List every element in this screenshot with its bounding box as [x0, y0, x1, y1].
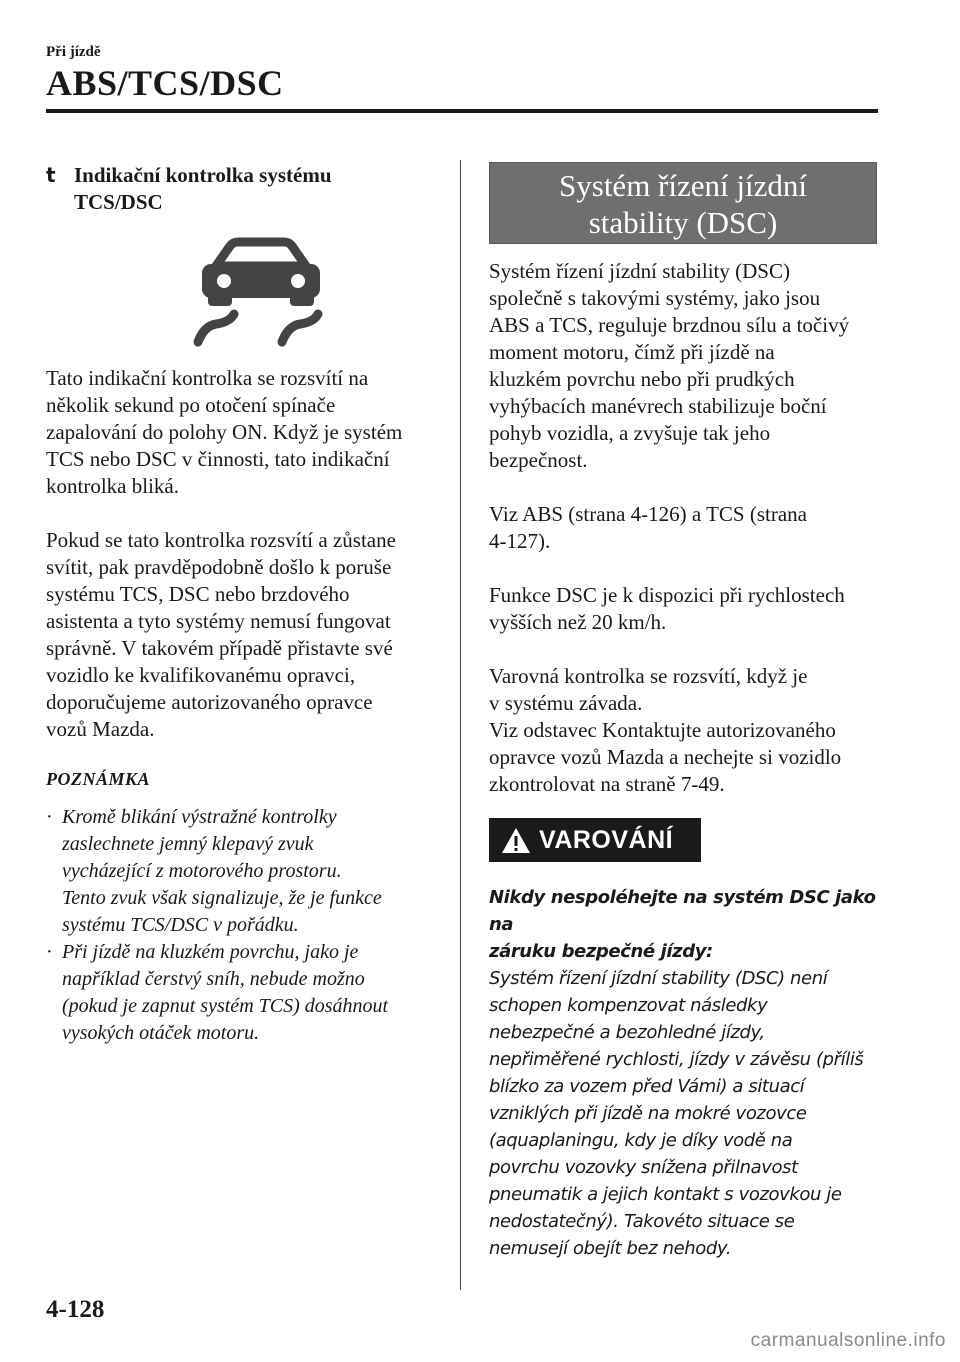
dsc-paragraph-3: Funkce DSC je k dispozici při rychlostech vyšších než 20 km/h. [489, 583, 845, 634]
page-number: 4-128 [46, 1296, 105, 1323]
indicator-paragraph-2: Pokud se tato kontrolka rozsvítí a zůstane svítit, pak pravděpodobně došlo k poruše systému TCS, DSC nebo brzdového asistenta a tyto systémy nemusí fungovat správně. V takovém případě přistavte své vozidlo ke kvalifikovanému opravci, doporučujeme autorizovaného opravce vozů Mazda. [46, 528, 396, 741]
bullet-icon: · [46, 806, 53, 828]
warning-triangle-icon [501, 827, 531, 854]
car-skid-icon [186, 234, 336, 349]
dsc-paragraph-1: Systém řízení jízdní stability (DSC) společně s takovými systémy, jako jsou ABS a TCS, reguluje brzdnou sílu a točivý moment motoru, čímž při jízdě na kluzkém povrchu nebo při prudkých vyhýbacích manévrech stabilizuje boční pohyb vozidla, a zvyšuje tak jeho bezpečnost. [489, 259, 850, 472]
indicator-paragraph-1: Tato indikační kontrolka se rozsvítí na několik sekund po otočení spínače zapalování do polohy ON. Když je systém TCS nebo DSC v činnosti, tato indikační kontrolka bliká. [46, 366, 403, 498]
note-list [46, 804, 446, 1047]
left-column [46, 162, 446, 1047]
watermark: carmanualsonline.info [750, 1330, 946, 1351]
note-item: · Při jízdě na kluzkém povrchu, jako je například čerstvý sníh, nebude možno (pokud je zapnut systém TCS) dosáhnout vysokých otáček motoru. [46, 939, 446, 1047]
indicator-heading [46, 162, 446, 216]
dsc-section-banner: Systém řízení jízdní stability (DSC) [489, 162, 877, 244]
right-column [489, 162, 879, 1262]
header-rule [46, 109, 878, 113]
note-item: · Kromě blikání výstražné kontrolky zaslechnete jemný klepavý zvuk vycházející z motorového prostoru. Tento zvuk však signalizuje, že je funkce systému TCS/DSC v pořádku. [46, 804, 446, 939]
warning-label: VAROVÁNÍ [539, 825, 674, 854]
warning-label-box [489, 818, 701, 862]
page-title: ABS/TCS/DSC [46, 63, 284, 103]
heading-marker: t [46, 163, 56, 187]
note-heading: POZNÁMKA [46, 769, 151, 789]
section-label: Při jízdě [46, 44, 101, 60]
indicator-heading-line2: TCS/DSC [74, 190, 163, 214]
column-divider [460, 160, 461, 1290]
warning-heading: Nikdy nespoléhejte na systém DSC jako na záruku bezpečné jízdy: [489, 887, 876, 962]
dsc-paragraph-4: Varovná kontrolka se rozsvítí, když je v systému závada. Viz odstavec Kontaktujte autorizovaného opravce vozů Mazda a nechejte si vozidlo zkontrolovat na straně 7-49. [489, 664, 842, 796]
dsc-paragraph-2: Viz ABS (strana 4-126) a TCS (strana 4-127). [489, 502, 807, 553]
bullet-icon: · [46, 941, 53, 963]
warning-text: Systém řízení jízdní stability (DSC) není schopen kompenzovat následky nebezpečné a bezohledné jízdy, nepřiměřené rychlosti, jízdy v závěsu (příliš blízko za vozem před Vámi) a situací vzniklých při jízdě na mokré vozovce (aquaplaningu, kdy je díky vodě na povrchu vozovky snížena přilnavost pneumatik a jejich kontakt s vozovkou je nedostatečný). Takovéto situace se nemusejí obejít bez nehody. [489, 968, 864, 1259]
indicator-heading-line1: Indikační kontrolka systému [74, 163, 332, 187]
